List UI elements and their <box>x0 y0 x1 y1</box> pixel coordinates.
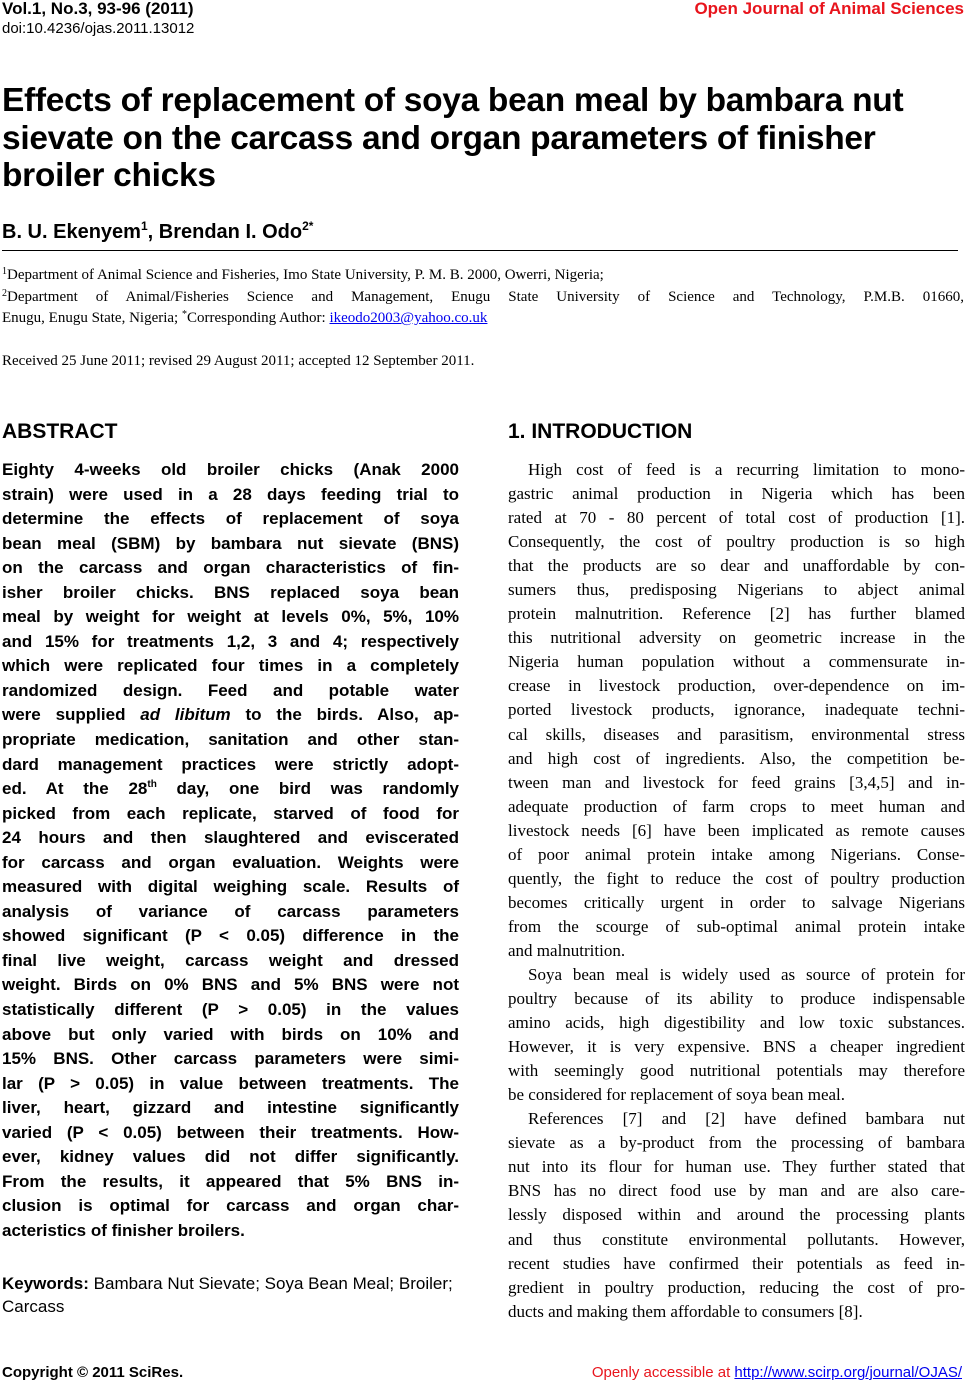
abstract-line: varied (P < 0.05) between their treatments. How- <box>2 1122 459 1142</box>
intro-line: amino acids, high digestibility and low toxic substances. <box>508 1013 965 1033</box>
header-rule <box>2 250 958 251</box>
intro-line: this nutritional adversity on geometric increase in the <box>508 628 965 648</box>
journal-volume: Vol.1, No.3, 93-96 (2011) <box>2 0 194 18</box>
keywords <box>2 1272 468 1318</box>
intro-line: poultry because of its ability to produce indispensable <box>508 989 965 1009</box>
abstract-line: ed. At the 28th day, one bird was randomly <box>2 779 459 799</box>
article-title: Effects of replacement of soya bean meal by bambara nut sievate on the carcass and organ parameters of finisher broiler chicks <box>2 82 904 194</box>
intro-line: nut into its flour for human use. They further stated that <box>508 1157 965 1177</box>
journal-name: Open Journal of Animal Sciences <box>694 0 964 18</box>
author-name: Brendan I. Odo <box>158 221 303 243</box>
intro-line: However, it is very expensive. BNS a cheaper ingredient <box>508 1037 965 1057</box>
abstract-line: final live weight, carcass weight and dressed <box>2 950 459 970</box>
abstract-line: randomized design. Feed and potable water <box>2 680 459 700</box>
abstract-line: From the results, it appeared that 5% BNS in- <box>2 1171 459 1191</box>
intro-line: Nigeria human population without a commensurate in- <box>508 652 965 672</box>
abstract-line: weight. Birds on 0% BNS and 5% BNS were not <box>2 975 459 995</box>
intro-line: recent studies have confirmed their potentials as feed in- <box>508 1253 965 1273</box>
abstract-line: statistically different (P > 0.05) in the values <box>2 1000 459 1020</box>
abstract-line: liver, heart, gizzard and intestine significantly <box>2 1098 459 1118</box>
abstract-body <box>2 458 459 1244</box>
affiliation-1: $^1$Department of Animal Science and Fisheries, Imo State University, P. M. B. 2000, Owerri, Nigeria; <box>2 266 604 283</box>
abstract-line: on the carcass and organ characteristics of fin- <box>2 558 459 578</box>
intro-line: gredient in poultry production, reducing the cost of pro- <box>508 1277 965 1297</box>
abstract-line: strain) were used in a 28 days feeding trial to <box>2 484 459 504</box>
doi: doi:10.4236/ojas.2011.13012 <box>2 20 195 37</box>
intro-line: crease in livestock production, over-dependence on im- <box>508 676 965 696</box>
intro-line: lessly disposed within and around the processing plants <box>508 1205 965 1225</box>
intro-line: Consequently, the cost of poultry production is so high <box>508 532 965 552</box>
abstract-line: analysis of variance of carcass parameters <box>2 901 459 921</box>
author-affiliation-marker: 2* <box>302 219 314 233</box>
intro-line: and malnutrition. <box>508 940 626 960</box>
abstract-line: meal by weight for weight at levels 0%, 5%, 10% <box>2 607 459 627</box>
intro-line: sumers thus, predisposing Nigerians to abject animal <box>508 580 965 600</box>
intro-line: High cost of feed is a recurring limitation to mono- <box>528 460 965 479</box>
keywords-label: Keywords: <box>2 1274 89 1293</box>
intro-line: adequate production of farm crops to meet human and <box>508 796 965 816</box>
intro-line: becomes critically urgent in order to salvage Nigerians <box>508 892 965 912</box>
received-dates: Received 25 June 2011; revised 29 August 2011; accepted 12 September 2011. <box>2 353 475 369</box>
corresponding-email-link[interactable]: ikeodo2003@yahoo.co.uk <box>329 310 488 326</box>
journal-url-link[interactable]: http://www.scirp.org/journal/OJAS/ <box>734 1364 962 1381</box>
intro-line: gastric animal production in Nigeria which has been <box>508 484 965 504</box>
abstract-line: were supplied ad libitum to the birds. Also, ap- <box>2 705 459 725</box>
footer-copyright: Copyright © 2011 SciRes. <box>2 1364 184 1381</box>
author-name: B. U. Ekenyem <box>2 221 141 243</box>
intro-line: be considered for replacement of soya bean meal. <box>508 1085 846 1105</box>
abstract-line: propriate medication, sanitation and other stan- <box>2 730 459 750</box>
affiliations <box>2 265 964 330</box>
abstract-line: for carcass and organ evaluation. Weights were <box>2 852 459 872</box>
intro-line: Soya bean meal is widely used as source of protein for <box>528 964 965 984</box>
intro-line: quently, the fight to reduce the cost of poultry production <box>508 868 965 888</box>
intro-line: of poor animal protein intake among Nigerians. Conse- <box>508 844 965 864</box>
affiliation-2-cont: Enugu, Enugu State, Nigeria; *Corresponding Author: ikeodo2003@yahoo.co.uk <box>2 309 488 326</box>
abstract-line: above but only varied with birds on 10% and <box>2 1024 459 1044</box>
author-list <box>2 221 313 244</box>
abstract-heading: ABSTRACT <box>2 420 118 443</box>
keywords-list: Bambara Nut Sievate; Soya Bean Meal; Broiler; Carcass <box>2 1274 453 1316</box>
intro-line: rated at 70 - 80 percent of total cost of production [1]. <box>508 508 965 528</box>
intro-line: from the scourge of sub-optimal animal protein intake <box>508 916 965 936</box>
intro-line: that the products are so dear and unaffordable by con- <box>508 556 965 576</box>
abstract-line: ever, kidney values did not differ significantly. <box>2 1147 459 1167</box>
abstract-line: and 15% for treatments 1,2, 3 and 4; respectively <box>2 631 459 651</box>
intro-line: tween man and livestock for feed grains [3,4,5] and in- <box>508 772 965 792</box>
introduction-heading: 1. INTRODUCTION <box>508 420 693 443</box>
abstract-line: determine the effects of replacement of soya <box>2 509 459 529</box>
abstract-line: clusion is optimal for carcass and organ char- <box>2 1196 459 1216</box>
intro-line: livestock needs [6] have been implicated as remote causes <box>508 820 965 840</box>
abstract-line: which were replicated four times in a completely <box>2 656 459 676</box>
intro-line: References [7] and [2] have defined bambara nut <box>528 1109 965 1129</box>
intro-line: cal skills, diseases and parasitism, environmental stress <box>508 724 965 744</box>
abstract-line: isher broiler chicks. BNS replaced soya bean <box>2 582 459 602</box>
intro-line: with seemingly good nutritional potentials may therefore <box>508 1061 965 1081</box>
footer-access: Openly accessible at http://www.scirp.org/journal/OJAS/ <box>591 1364 962 1381</box>
intro-line: protein malnutrition. Reference [2] has further blamed <box>508 604 965 624</box>
abstract-line: 24 hours and then slaughtered and eviscerated <box>2 828 459 848</box>
intro-line: BNS has no direct food use by man and are also care- <box>508 1181 965 1201</box>
author-affiliation-marker: 1 <box>140 219 148 233</box>
affiliation-2: $^2$Department of Animal/Fisheries Science and Management, Enugu State University of Science and Technology, P.M.B. 01660, <box>2 287 964 305</box>
intro-line: sievate as a by-product from the processing of bambara <box>508 1133 965 1153</box>
abstract-line: lar (P > 0.05) in value between treatments. The <box>2 1073 459 1093</box>
abstract-line: acteristics of finisher broilers. <box>2 1220 245 1240</box>
abstract-line: bean meal (SBM) by bambara nut sievate (BNS) <box>2 533 459 553</box>
abstract-line: showed significant (P < 0.05) difference in the <box>2 926 459 946</box>
abstract-line: dard management practices were strictly adopt- <box>2 754 459 774</box>
abstract-line: measured with digital weighing scale. Results of <box>2 877 459 897</box>
abstract-line: 15% BNS. Other carcass parameters were simi- <box>2 1049 459 1069</box>
intro-line: and high cost of ingredients. Also, the competition be- <box>508 748 965 768</box>
abstract-line: Eighty 4-weeks old broiler chicks (Anak 2000 <box>2 460 459 479</box>
introduction-body <box>508 458 965 1324</box>
intro-line: ported livestock products, ignorance, inadequate techni- <box>508 700 965 720</box>
abstract-line: picked from each replicate, starved of food for <box>2 803 459 823</box>
intro-line: ducts and making them affordable to consumers [8]. <box>508 1301 863 1321</box>
latin-term: ad libitum <box>140 705 231 725</box>
author-separator: , <box>147 221 159 243</box>
intro-line: and thus constitute environmental pollutants. However, <box>508 1229 965 1249</box>
